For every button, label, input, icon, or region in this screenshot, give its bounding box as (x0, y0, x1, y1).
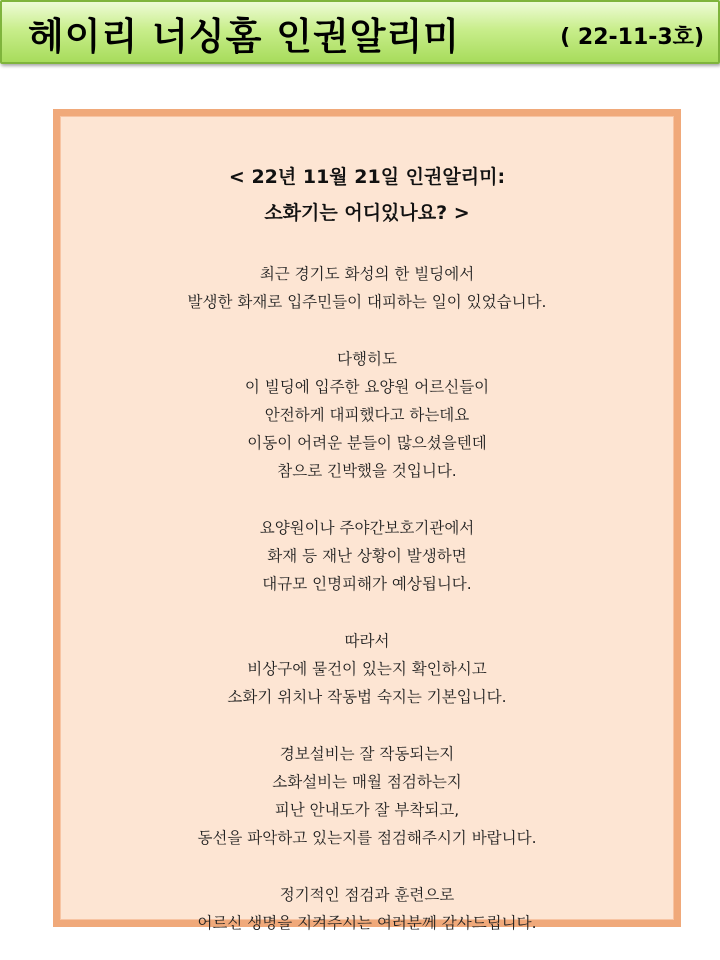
paragraph-intro (61, 260, 673, 316)
text-line: 피난 안내도가 잘 부착되고, (274, 801, 460, 819)
text-line: 어르신 생명을 지켜주시는 여러분께 감사드립니다. (197, 914, 537, 932)
notice-body (60, 116, 674, 932)
text-line: 발생한 화재로 입주민들이 대피하는 일이 있었습니다. (187, 293, 547, 311)
paragraph-therefore (61, 627, 673, 711)
paragraph-checklist (61, 740, 673, 852)
text-line: 소화설비는 매월 점검하는지 (272, 773, 462, 791)
text-line: 소화기 위치나 작동법 숙지는 기본입니다. (227, 688, 507, 706)
paragraph-thanks (61, 881, 673, 937)
paragraph-fortunately (61, 345, 673, 485)
text-line: 참으로 긴박했을 것입니다. (277, 462, 457, 480)
text-line: 정기적인 점검과 훈련으로 (279, 886, 455, 904)
text-line: 이동이 어려운 분들이 많으셨을텐데 (247, 434, 487, 452)
paragraph-risk (61, 514, 673, 598)
notice-title-line: 소화기는 어디있나요? > (264, 202, 470, 224)
notice-title-line: < 22년 11월 21일 인권알리미: (228, 166, 506, 188)
text-line: 다행히도 (337, 350, 397, 368)
issue-number: ( 22-11-3호) (560, 25, 704, 50)
notice-title (61, 117, 673, 231)
text-line: 요양원이나 주야간보호기관에서 (259, 519, 475, 537)
text-line: 동선을 파악하고 있는지를 점검해주시기 바랍니다. (197, 829, 537, 847)
notice-frame (53, 109, 681, 932)
text-line: 비상구에 물건이 있는지 확인하시고 (247, 660, 487, 678)
text-line: 화재 등 재난 상황이 발생하면 (267, 547, 467, 565)
text-line: 대규모 인명피해가 예상됩니다. (262, 575, 472, 593)
text-line: 따라서 (344, 632, 390, 650)
text-line: 최근 경기도 화성의 한 빌딩에서 (259, 265, 475, 283)
text-line: 이 빌딩에 입주한 요양원 어르신들이 (244, 378, 490, 396)
text-line: 경보설비는 잘 작동되는지 (279, 745, 455, 763)
page-title: 헤이리 너싱홈 인권알리미 (28, 15, 460, 58)
header-banner (0, 0, 720, 64)
text-line: 안전하게 대피했다고 하는데요 (264, 406, 470, 424)
